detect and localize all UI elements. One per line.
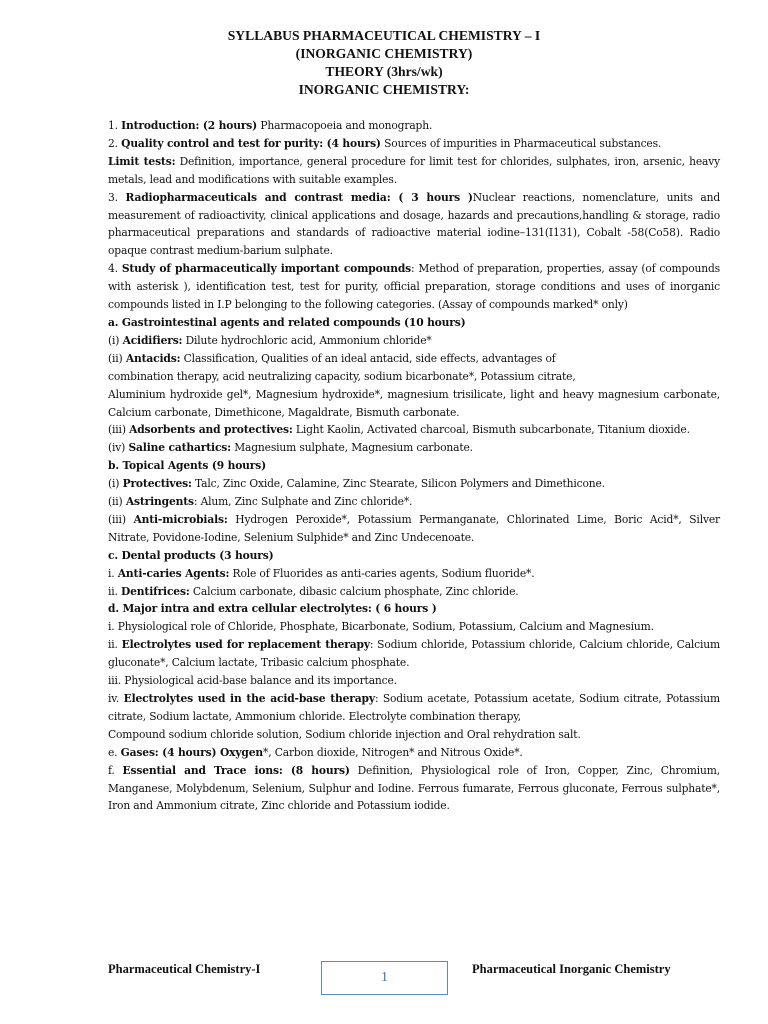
section-c-heading: c. Dental products (3 hours) bbox=[108, 548, 274, 562]
title-line-1: SYLLABUS PHARMACEUTICAL CHEMISTRY – I bbox=[227, 28, 541, 43]
section-4: 4. Study of pharmaceutically important compounds: Method of preparation, properties, assay (of compounds with asterisk ), identification test, test for purity, official preparation, storage conditions and uses of inorganic compounds listed in I.P belonging to the following categories. (Assay of compounds marked* only) bbox=[108, 262, 720, 312]
section-a-heading: a. Gastrointestinal agents and related compounds (10 hours) bbox=[108, 315, 466, 329]
section-d-heading: d. Major intra and extra cellular electrolytes: ( 6 hours ) bbox=[108, 602, 437, 616]
footer-left-text: Pharmaceutical Chemistry-I bbox=[108, 962, 261, 976]
section-a-iii: (iii) Adsorbents and protectives: Light Kaolin, Activated charcoal, Bismuth subcarbonate, Titanium dioxide. bbox=[108, 423, 690, 437]
section-b-heading: b. Topical Agents (9 hours) bbox=[108, 459, 267, 473]
footer-right-text: Pharmaceutical Inorganic Chemistry bbox=[472, 962, 671, 976]
section-d-i: i. Physiological role of Chloride, Phosphate, Bicarbonate, Sodium, Potassium, Calcium and Magnesium. bbox=[108, 620, 654, 634]
document-header bbox=[0, 27, 768, 99]
section-a-ii: (ii) Antacids: Classification, Qualities of an ideal antacid, side effects, advantages of bbox=[108, 351, 556, 365]
section-b-iii: (iii) Anti-microbials: Hydrogen Peroxide*, Potassium Permanganate, Chlorinated Lime, Boric Acid*, Silver Nitrate, Povidone-Iodine, Selenium Sulphide* and Zinc Undecenoate. bbox=[108, 512, 720, 544]
section-c-ii: ii. Dentifrices: Calcium carbonate, dibasic calcium phosphate, Zinc chloride. bbox=[108, 584, 519, 598]
title-line-4: INORGANIC CHEMISTRY: bbox=[298, 82, 470, 97]
section-e: e. Gases: (4 hours) Oxygen*, Carbon dioxide, Nitrogen* and Nitrous Oxide*. bbox=[108, 745, 523, 759]
section-c-i: i. Anti-caries Agents: Role of Fluorides as anti-caries agents, Sodium fluoride*. bbox=[108, 566, 535, 580]
section-a-i: (i) Acidifiers: Dilute hydrochloric acid, Ammonium chloride* bbox=[108, 333, 432, 347]
section-f: f. Essential and Trace ions: (8 hours) Definition, Physiological role of Iron, Copper, Zinc, Chromium, Manganese, Molybdenum, Selenium, Sulphur and Iodine. Ferrous fumarate, Ferrous gluconate, Ferrous sulphate*, Iron and Ammonium citrate, Zinc chloride and Potassium iodide. bbox=[108, 763, 720, 813]
syllabus-body bbox=[108, 117, 720, 815]
section-a-iv: (iv) Saline cathartics: Magnesium sulphate, Magnesium carbonate. bbox=[108, 441, 473, 455]
section-b-ii: (ii) Astringents: Alum, Zinc Sulphate and Zinc chloride*. bbox=[108, 495, 413, 509]
page-number-box: 1 bbox=[321, 961, 448, 995]
section-d-iv-line2: Compound sodium chloride solution, Sodium chloride injection and Oral rehydration salt. bbox=[108, 727, 581, 741]
section-a-ii-line3: Aluminium hydroxide gel*, Magnesium hydroxide*, magnesium trisilicate, light and heavy magnesium carbonate, Calcium carbonate, Dimethicone, Magaldrate, Bismuth carbonate. bbox=[108, 387, 720, 419]
title-line-2: (INORGANIC CHEMISTRY) bbox=[295, 46, 473, 61]
section-a-ii-line2: combination therapy, acid neutralizing capacity, sodium bicarbonate*, Potassium citrate, bbox=[108, 369, 576, 383]
section-d-iv: iv. Electrolytes used in the acid-base therapy: Sodium acetate, Potassium acetate, Sodium citrate, Potassium citrate, Sodium lactate, Ammonium chloride. Electrolyte combination therapy, bbox=[108, 692, 720, 723]
title-line-3: THEORY (3hrs/wk) bbox=[325, 64, 443, 79]
limit-tests: Limit tests: Definition, importance, general procedure for limit test for chlorides, sulphates, iron, arsenic, heavy metals, lead and modifications with suitable examples. bbox=[108, 154, 720, 186]
section-b-i: (i) Protectives: Talc, Zinc Oxide, Calamine, Zinc Stearate, Silicon Polymers and Dimethicone. bbox=[108, 477, 605, 491]
section-3: 3. Radiopharmaceuticals and contrast media: ( 3 hours )Nuclear reactions, nomenclature, units and measurement of radioactivity, clinical applications and dosage, hazards and precautions,handling & storage, radio pharmaceutical preparations and standards of radioactive material iodine–131(I131), Cobalt -58(Co58). Radio opaque contrast medium-barium sulphate. bbox=[108, 190, 721, 258]
section-d-iii: iii. Physiological acid-base balance and its importance. bbox=[108, 674, 397, 688]
section-2: 2. Quality control and test for purity: (4 hours) Sources of impurities in Pharmaceutical substances. bbox=[108, 136, 662, 150]
section-d-ii: ii. Electrolytes used for replacement therapy: Sodium chloride, Potassium chloride, Calcium chloride, Calcium gluconate*, Calcium lactate, Tribasic calcium phosphate. bbox=[108, 638, 721, 670]
section-1: 1. Introduction: (2 hours) Pharmacopoeia and monograph. bbox=[108, 119, 433, 132]
